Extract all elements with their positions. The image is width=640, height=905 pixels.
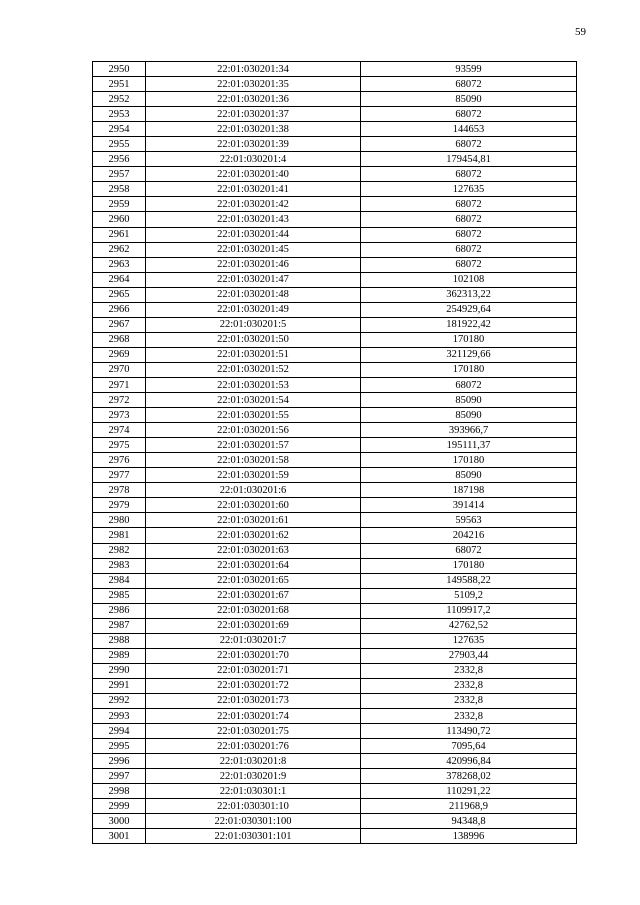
table-row bbox=[93, 724, 577, 739]
cadastral-number-cell: 22:01:030201:36 bbox=[146, 92, 361, 107]
table-row bbox=[93, 663, 577, 678]
row-number-cell: 2973 bbox=[93, 408, 146, 423]
value-cell: 2332,8 bbox=[361, 709, 577, 724]
row-number-cell: 2986 bbox=[93, 603, 146, 618]
row-number-cell: 2965 bbox=[93, 287, 146, 302]
value-cell: 68072 bbox=[361, 212, 577, 227]
table-row bbox=[93, 317, 577, 332]
cadastral-number-cell: 22:01:030201:9 bbox=[146, 769, 361, 784]
value-cell: 113490,72 bbox=[361, 724, 577, 739]
value-cell: 378268,02 bbox=[361, 769, 577, 784]
value-cell: 211968,9 bbox=[361, 799, 577, 814]
row-number-cell: 2984 bbox=[93, 573, 146, 588]
table-row bbox=[93, 588, 577, 603]
cadastral-number-cell: 22:01:030201:46 bbox=[146, 257, 361, 272]
value-cell: 68072 bbox=[361, 137, 577, 152]
cadastral-number-cell: 22:01:030201:70 bbox=[146, 648, 361, 663]
table-row bbox=[93, 453, 577, 468]
table-row bbox=[93, 212, 577, 227]
cadastral-number-cell: 22:01:030201:72 bbox=[146, 678, 361, 693]
register-table bbox=[92, 61, 577, 844]
register-table-container bbox=[92, 61, 576, 844]
table-row bbox=[93, 678, 577, 693]
table-row bbox=[93, 137, 577, 152]
table-row bbox=[93, 287, 577, 302]
value-cell: 149588,22 bbox=[361, 573, 577, 588]
table-row bbox=[93, 543, 577, 558]
cadastral-number-cell: 22:01:030201:52 bbox=[146, 362, 361, 377]
cadastral-number-cell: 22:01:030201:75 bbox=[146, 724, 361, 739]
value-cell: 391414 bbox=[361, 498, 577, 513]
row-number-cell: 2967 bbox=[93, 317, 146, 332]
cadastral-number-cell: 22:01:030201:49 bbox=[146, 302, 361, 317]
row-number-cell: 2959 bbox=[93, 197, 146, 212]
table-row bbox=[93, 693, 577, 708]
row-number-cell: 2993 bbox=[93, 709, 146, 724]
cadastral-number-cell: 22:01:030201:7 bbox=[146, 633, 361, 648]
cadastral-number-cell: 22:01:030201:42 bbox=[146, 197, 361, 212]
value-cell: 93599 bbox=[361, 62, 577, 77]
table-row bbox=[93, 498, 577, 513]
row-number-cell: 2989 bbox=[93, 648, 146, 663]
table-row bbox=[93, 423, 577, 438]
value-cell: 7095,64 bbox=[361, 739, 577, 754]
table-row bbox=[93, 438, 577, 453]
value-cell: 170180 bbox=[361, 453, 577, 468]
cadastral-number-cell: 22:01:030201:40 bbox=[146, 167, 361, 182]
cadastral-number-cell: 22:01:030201:43 bbox=[146, 212, 361, 227]
table-row bbox=[93, 573, 577, 588]
table-row bbox=[93, 769, 577, 784]
cadastral-number-cell: 22:01:030201:67 bbox=[146, 588, 361, 603]
row-number-cell: 2969 bbox=[93, 347, 146, 362]
cadastral-number-cell: 22:01:030201:56 bbox=[146, 423, 361, 438]
row-number-cell: 2966 bbox=[93, 302, 146, 317]
value-cell: 393966,7 bbox=[361, 423, 577, 438]
cadastral-number-cell: 22:01:030301:100 bbox=[146, 814, 361, 829]
row-number-cell: 2994 bbox=[93, 724, 146, 739]
cadastral-number-cell: 22:01:030201:6 bbox=[146, 483, 361, 498]
cadastral-number-cell: 22:01:030301:1 bbox=[146, 784, 361, 799]
cadastral-number-cell: 22:01:030201:45 bbox=[146, 242, 361, 257]
value-cell: 68072 bbox=[361, 242, 577, 257]
cadastral-number-cell: 22:01:030201:74 bbox=[146, 709, 361, 724]
value-cell: 2332,8 bbox=[361, 693, 577, 708]
value-cell: 85090 bbox=[361, 92, 577, 107]
value-cell: 68072 bbox=[361, 543, 577, 558]
value-cell: 68072 bbox=[361, 227, 577, 242]
value-cell: 85090 bbox=[361, 393, 577, 408]
cadastral-number-cell: 22:01:030201:59 bbox=[146, 468, 361, 483]
table-row bbox=[93, 618, 577, 633]
row-number-cell: 3001 bbox=[93, 829, 146, 844]
row-number-cell: 2978 bbox=[93, 483, 146, 498]
table-row bbox=[93, 633, 577, 648]
value-cell: 144653 bbox=[361, 122, 577, 137]
row-number-cell: 2988 bbox=[93, 633, 146, 648]
row-number-cell: 2975 bbox=[93, 438, 146, 453]
row-number-cell: 2997 bbox=[93, 769, 146, 784]
cadastral-number-cell: 22:01:030201:55 bbox=[146, 408, 361, 423]
value-cell: 127635 bbox=[361, 633, 577, 648]
value-cell: 42762,52 bbox=[361, 618, 577, 633]
row-number-cell: 2962 bbox=[93, 242, 146, 257]
table-row bbox=[93, 739, 577, 754]
value-cell: 195111,37 bbox=[361, 438, 577, 453]
row-number-cell: 2964 bbox=[93, 272, 146, 287]
cadastral-number-cell: 22:01:030201:73 bbox=[146, 693, 361, 708]
table-row bbox=[93, 92, 577, 107]
cadastral-number-cell: 22:01:030201:5 bbox=[146, 317, 361, 332]
row-number-cell: 2953 bbox=[93, 107, 146, 122]
table-row bbox=[93, 152, 577, 167]
row-number-cell: 2999 bbox=[93, 799, 146, 814]
row-number-cell: 2970 bbox=[93, 362, 146, 377]
value-cell: 321129,66 bbox=[361, 347, 577, 362]
row-number-cell: 2996 bbox=[93, 754, 146, 769]
cadastral-number-cell: 22:01:030201:48 bbox=[146, 287, 361, 302]
table-row bbox=[93, 784, 577, 799]
value-cell: 170180 bbox=[361, 332, 577, 347]
table-row bbox=[93, 77, 577, 92]
row-number-cell: 2982 bbox=[93, 543, 146, 558]
value-cell: 68072 bbox=[361, 107, 577, 122]
row-number-cell: 2952 bbox=[93, 92, 146, 107]
value-cell: 85090 bbox=[361, 408, 577, 423]
row-number-cell: 2998 bbox=[93, 784, 146, 799]
value-cell: 2332,8 bbox=[361, 663, 577, 678]
value-cell: 68072 bbox=[361, 257, 577, 272]
cadastral-number-cell: 22:01:030201:34 bbox=[146, 62, 361, 77]
row-number-cell: 2954 bbox=[93, 122, 146, 137]
register-table-body bbox=[93, 62, 577, 844]
row-number-cell: 2955 bbox=[93, 137, 146, 152]
row-number-cell: 2963 bbox=[93, 257, 146, 272]
row-number-cell: 2960 bbox=[93, 212, 146, 227]
value-cell: 68072 bbox=[361, 197, 577, 212]
page-number: 59 bbox=[575, 26, 586, 38]
value-cell: 170180 bbox=[361, 558, 577, 573]
table-row bbox=[93, 302, 577, 317]
table-row bbox=[93, 528, 577, 543]
row-number-cell: 2958 bbox=[93, 182, 146, 197]
table-row bbox=[93, 377, 577, 392]
table-row bbox=[93, 754, 577, 769]
cadastral-number-cell: 22:01:030201:38 bbox=[146, 122, 361, 137]
cadastral-number-cell: 22:01:030201:65 bbox=[146, 573, 361, 588]
cadastral-number-cell: 22:01:030301:10 bbox=[146, 799, 361, 814]
row-number-cell: 2956 bbox=[93, 152, 146, 167]
row-number-cell: 2951 bbox=[93, 77, 146, 92]
row-number-cell: 2992 bbox=[93, 693, 146, 708]
table-row bbox=[93, 227, 577, 242]
row-number-cell: 2985 bbox=[93, 588, 146, 603]
value-cell: 102108 bbox=[361, 272, 577, 287]
value-cell: 181922,42 bbox=[361, 317, 577, 332]
table-row bbox=[93, 829, 577, 844]
table-row bbox=[93, 167, 577, 182]
value-cell: 1109917,2 bbox=[361, 603, 577, 618]
row-number-cell: 2980 bbox=[93, 513, 146, 528]
table-row bbox=[93, 799, 577, 814]
row-number-cell: 2968 bbox=[93, 332, 146, 347]
row-number-cell: 2977 bbox=[93, 468, 146, 483]
cadastral-number-cell: 22:01:030201:69 bbox=[146, 618, 361, 633]
value-cell: 59563 bbox=[361, 513, 577, 528]
table-row bbox=[93, 513, 577, 528]
value-cell: 204216 bbox=[361, 528, 577, 543]
row-number-cell: 2990 bbox=[93, 663, 146, 678]
value-cell: 362313,22 bbox=[361, 287, 577, 302]
value-cell: 2332,8 bbox=[361, 678, 577, 693]
cadastral-number-cell: 22:01:030201:71 bbox=[146, 663, 361, 678]
table-row bbox=[93, 393, 577, 408]
cadastral-number-cell: 22:01:030201:54 bbox=[146, 393, 361, 408]
table-row bbox=[93, 272, 577, 287]
cadastral-number-cell: 22:01:030201:68 bbox=[146, 603, 361, 618]
value-cell: 68072 bbox=[361, 377, 577, 392]
table-row bbox=[93, 257, 577, 272]
table-row bbox=[93, 648, 577, 663]
table-row bbox=[93, 603, 577, 618]
value-cell: 85090 bbox=[361, 468, 577, 483]
row-number-cell: 2983 bbox=[93, 558, 146, 573]
table-row bbox=[93, 107, 577, 122]
row-number-cell: 2987 bbox=[93, 618, 146, 633]
value-cell: 110291,22 bbox=[361, 784, 577, 799]
value-cell: 179454,81 bbox=[361, 152, 577, 167]
cadastral-number-cell: 22:01:030201:47 bbox=[146, 272, 361, 287]
row-number-cell: 2981 bbox=[93, 528, 146, 543]
value-cell: 94348,8 bbox=[361, 814, 577, 829]
row-number-cell: 2950 bbox=[93, 62, 146, 77]
cadastral-number-cell: 22:01:030201:57 bbox=[146, 438, 361, 453]
row-number-cell: 2995 bbox=[93, 739, 146, 754]
cadastral-number-cell: 22:01:030201:39 bbox=[146, 137, 361, 152]
value-cell: 254929,64 bbox=[361, 302, 577, 317]
cadastral-number-cell: 22:01:030201:76 bbox=[146, 739, 361, 754]
row-number-cell: 2974 bbox=[93, 423, 146, 438]
table-row bbox=[93, 347, 577, 362]
table-row bbox=[93, 122, 577, 137]
cadastral-number-cell: 22:01:030201:61 bbox=[146, 513, 361, 528]
value-cell: 68072 bbox=[361, 77, 577, 92]
value-cell: 138996 bbox=[361, 829, 577, 844]
row-number-cell: 2991 bbox=[93, 678, 146, 693]
row-number-cell: 2971 bbox=[93, 377, 146, 392]
table-row bbox=[93, 709, 577, 724]
cadastral-number-cell: 22:01:030301:101 bbox=[146, 829, 361, 844]
row-number-cell: 2961 bbox=[93, 227, 146, 242]
cadastral-number-cell: 22:01:030201:53 bbox=[146, 377, 361, 392]
table-row bbox=[93, 408, 577, 423]
value-cell: 420996,84 bbox=[361, 754, 577, 769]
table-row bbox=[93, 197, 577, 212]
table-row bbox=[93, 483, 577, 498]
table-row bbox=[93, 362, 577, 377]
row-number-cell: 2979 bbox=[93, 498, 146, 513]
cadastral-number-cell: 22:01:030201:35 bbox=[146, 77, 361, 92]
cadastral-number-cell: 22:01:030201:44 bbox=[146, 227, 361, 242]
value-cell: 127635 bbox=[361, 182, 577, 197]
cadastral-number-cell: 22:01:030201:64 bbox=[146, 558, 361, 573]
cadastral-number-cell: 22:01:030201:41 bbox=[146, 182, 361, 197]
value-cell: 68072 bbox=[361, 167, 577, 182]
table-row bbox=[93, 332, 577, 347]
table-row bbox=[93, 62, 577, 77]
cadastral-number-cell: 22:01:030201:58 bbox=[146, 453, 361, 468]
cadastral-number-cell: 22:01:030201:8 bbox=[146, 754, 361, 769]
value-cell: 170180 bbox=[361, 362, 577, 377]
row-number-cell: 2972 bbox=[93, 393, 146, 408]
value-cell: 5109,2 bbox=[361, 588, 577, 603]
cadastral-number-cell: 22:01:030201:63 bbox=[146, 543, 361, 558]
row-number-cell: 2957 bbox=[93, 167, 146, 182]
cadastral-number-cell: 22:01:030201:62 bbox=[146, 528, 361, 543]
value-cell: 187198 bbox=[361, 483, 577, 498]
row-number-cell: 2976 bbox=[93, 453, 146, 468]
table-row bbox=[93, 468, 577, 483]
cadastral-number-cell: 22:01:030201:51 bbox=[146, 347, 361, 362]
table-row bbox=[93, 558, 577, 573]
cadastral-number-cell: 22:01:030201:37 bbox=[146, 107, 361, 122]
value-cell: 27903,44 bbox=[361, 648, 577, 663]
cadastral-number-cell: 22:01:030201:4 bbox=[146, 152, 361, 167]
cadastral-number-cell: 22:01:030201:50 bbox=[146, 332, 361, 347]
row-number-cell: 3000 bbox=[93, 814, 146, 829]
table-row bbox=[93, 242, 577, 257]
table-row bbox=[93, 182, 577, 197]
table-row bbox=[93, 814, 577, 829]
cadastral-number-cell: 22:01:030201:60 bbox=[146, 498, 361, 513]
